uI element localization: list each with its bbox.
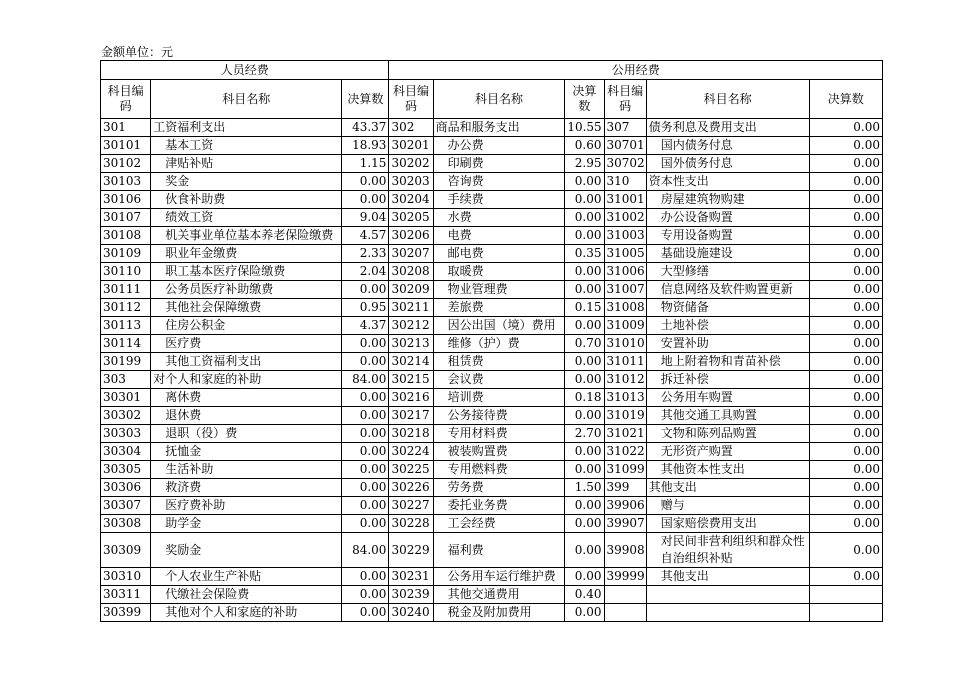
subject-code-cell: 31001 <box>604 191 646 209</box>
amount-cell: 0.00 <box>565 281 604 299</box>
subject-name-cell: 退休费 <box>151 407 342 425</box>
subject-name-cell: 会议费 <box>433 371 565 389</box>
table-row <box>101 461 883 479</box>
amount-cell: 0.00 <box>809 281 882 299</box>
subject-code-cell: 30110 <box>101 263 151 281</box>
subject-name-cell: 无形资产购置 <box>646 443 809 461</box>
subject-code-cell: 30203 <box>389 173 433 191</box>
table-row <box>101 479 883 497</box>
subject-name-cell: 其他社会保障缴费 <box>151 299 342 317</box>
subject-code-cell: 307 <box>604 119 646 137</box>
subject-name-cell: 劳务费 <box>433 479 565 497</box>
subject-code-cell: 31022 <box>604 443 646 461</box>
subject-code-cell: 399 <box>604 479 646 497</box>
subject-name-cell: 文物和陈列品购置 <box>646 425 809 443</box>
amount-cell: 0.70 <box>565 335 604 353</box>
table-row <box>101 568 883 586</box>
amount-header: 决算数 <box>565 80 604 119</box>
subject-code-cell: 301 <box>101 119 151 137</box>
amount-cell: 0.00 <box>565 568 604 586</box>
amount-cell: 0.00 <box>342 389 389 407</box>
amount-cell: 0.00 <box>565 461 604 479</box>
table-row <box>101 586 883 604</box>
subject-name-cell: 信息网络及软件购置更新 <box>646 281 809 299</box>
subject-code-cell: 30308 <box>101 515 151 533</box>
subject-code-cell: 30306 <box>101 479 151 497</box>
amount-cell: 2.95 <box>565 155 604 173</box>
subject-name-cell: 拆迁补偿 <box>646 371 809 389</box>
amount-cell: 0.00 <box>342 425 389 443</box>
subject-code-cell: 39907 <box>604 515 646 533</box>
table-row <box>101 407 883 425</box>
subject-code-cell: 30239 <box>389 586 433 604</box>
subject-name-cell: 取暖费 <box>433 263 565 281</box>
subject-name-cell: 对民间非营利组织和群众性自治组织补贴 <box>646 533 809 568</box>
amount-cell: 0.00 <box>342 568 389 586</box>
subject-name-cell: 离休费 <box>151 389 342 407</box>
subject-name-cell: 其他交通费用 <box>433 586 565 604</box>
subject-code-cell: 30307 <box>101 497 151 515</box>
subject-name-cell: 被装购置费 <box>433 443 565 461</box>
subject-name-cell: 基础设施建设 <box>646 245 809 263</box>
amount-cell: 18.93 <box>342 137 389 155</box>
subject-code-cell: 30201 <box>389 137 433 155</box>
subject-name-cell: 咨询费 <box>433 173 565 191</box>
subject-name-cell: 代缴社会保险费 <box>151 586 342 604</box>
name-header: 科目名称 <box>646 80 809 119</box>
amount-cell: 0.00 <box>809 353 882 371</box>
subject-code-cell: 30114 <box>101 335 151 353</box>
table-body <box>101 119 883 622</box>
subject-name-cell: 退职（役）费 <box>151 425 342 443</box>
subject-name-cell: 专用设备购置 <box>646 227 809 245</box>
amount-cell: 0.00 <box>342 461 389 479</box>
amount-cell: 0.00 <box>809 299 882 317</box>
amount-cell: 0.00 <box>809 389 882 407</box>
subject-code-cell: 30218 <box>389 425 433 443</box>
subject-name-cell: 国外债务付息 <box>646 155 809 173</box>
amount-cell: 0.00 <box>809 497 882 515</box>
amount-cell: 4.57 <box>342 227 389 245</box>
subject-code-cell: 30111 <box>101 281 151 299</box>
subject-code-cell: 30213 <box>389 335 433 353</box>
amount-cell: 0.00 <box>809 317 882 335</box>
subject-code-cell: 31013 <box>604 389 646 407</box>
amount-cell: 0.35 <box>565 245 604 263</box>
subject-name-cell: 水费 <box>433 209 565 227</box>
subject-code-cell: 30304 <box>101 443 151 461</box>
table-row <box>101 299 883 317</box>
table-row <box>101 263 883 281</box>
amount-header: 决算数 <box>809 80 882 119</box>
amount-header: 决算数 <box>342 80 389 119</box>
subject-name-cell: 公务用车购置 <box>646 389 809 407</box>
amount-cell: 2.70 <box>565 425 604 443</box>
amount-cell: 0.00 <box>565 263 604 281</box>
subject-name-cell: 国家赔偿费用支出 <box>646 515 809 533</box>
subject-name-cell: 印刷费 <box>433 155 565 173</box>
amount-cell: 0.60 <box>565 137 604 155</box>
amount-unit-label: 金额单位：元 <box>101 45 174 59</box>
subject-name-cell: 奖金 <box>151 173 342 191</box>
subject-code-cell: 30204 <box>389 191 433 209</box>
subject-name-cell: 因公出国（境）费用 <box>433 317 565 335</box>
subject-code-cell: 30226 <box>389 479 433 497</box>
subject-name-cell: 机关事业单位基本养老保险缴费 <box>151 227 342 245</box>
amount-cell: 43.37 <box>342 119 389 137</box>
amount-cell: 0.40 <box>565 586 604 604</box>
subject-code-cell: 39906 <box>604 497 646 515</box>
subject-code-cell: 30216 <box>389 389 433 407</box>
table-row <box>101 604 883 622</box>
subject-name-cell: 债务利息及费用支出 <box>646 119 809 137</box>
table-row <box>101 209 883 227</box>
subject-code-cell: 31006 <box>604 263 646 281</box>
subject-code-cell: 30205 <box>389 209 433 227</box>
amount-cell: 0.00 <box>809 209 882 227</box>
subject-code-cell: 30106 <box>101 191 151 209</box>
subject-name-cell <box>646 586 809 604</box>
subject-name-cell: 税金及附加费用 <box>433 604 565 622</box>
table-row <box>101 389 883 407</box>
amount-cell: 0.00 <box>809 245 882 263</box>
subject-name-cell: 助学金 <box>151 515 342 533</box>
subject-code-cell: 30399 <box>101 604 151 622</box>
subject-code-cell: 31007 <box>604 281 646 299</box>
subject-name-cell: 商品和服务支出 <box>433 119 565 137</box>
subject-code-cell: 30212 <box>389 317 433 335</box>
amount-cell: 0.00 <box>565 604 604 622</box>
amount-cell: 0.00 <box>565 353 604 371</box>
amount-cell: 84.00 <box>342 371 389 389</box>
amount-cell: 0.00 <box>342 281 389 299</box>
amount-cell: 0.00 <box>809 371 882 389</box>
subject-name-cell: 地上附着物和青苗补偿 <box>646 353 809 371</box>
table-row <box>101 335 883 353</box>
amount-cell <box>809 604 882 622</box>
amount-cell: 0.00 <box>809 191 882 209</box>
subject-name-cell: 差旅费 <box>433 299 565 317</box>
subject-name-cell: 其他支出 <box>646 568 809 586</box>
subject-name-cell: 邮电费 <box>433 245 565 263</box>
amount-cell: 0.00 <box>565 209 604 227</box>
subject-code-cell: 30309 <box>101 533 151 568</box>
subject-code-cell: 30217 <box>389 407 433 425</box>
subject-name-cell: 房屋建筑物购建 <box>646 191 809 209</box>
amount-cell: 0.00 <box>342 515 389 533</box>
table-row <box>101 425 883 443</box>
amount-cell: 0.00 <box>342 604 389 622</box>
table-row <box>101 371 883 389</box>
subject-code-cell: 30227 <box>389 497 433 515</box>
subject-code-cell: 30207 <box>389 245 433 263</box>
subject-name-cell: 基本工资 <box>151 137 342 155</box>
subject-code-cell: 30701 <box>604 137 646 155</box>
subject-name-cell: 工会经费 <box>433 515 565 533</box>
amount-cell: 0.00 <box>809 137 882 155</box>
subject-name-cell: 公务员医疗补助缴费 <box>151 281 342 299</box>
subject-name-cell: 公务用车运行维护费 <box>433 568 565 586</box>
amount-cell: 0.00 <box>809 263 882 281</box>
amount-cell: 10.55 <box>565 119 604 137</box>
subject-name-cell: 办公设备购置 <box>646 209 809 227</box>
subject-code-cell: 30225 <box>389 461 433 479</box>
subject-code-cell: 30228 <box>389 515 433 533</box>
subject-name-cell: 赠与 <box>646 497 809 515</box>
subject-name-cell: 委托业务费 <box>433 497 565 515</box>
subject-name-cell: 资本性支出 <box>646 173 809 191</box>
subject-name-cell: 住房公积金 <box>151 317 342 335</box>
subject-code-cell: 30209 <box>389 281 433 299</box>
subject-code-cell: 30310 <box>101 568 151 586</box>
subject-name-cell: 其他交通工具购置 <box>646 407 809 425</box>
subject-name-cell: 福利费 <box>433 533 565 568</box>
amount-cell: 0.00 <box>342 335 389 353</box>
subject-name-cell: 绩效工资 <box>151 209 342 227</box>
subject-name-cell: 土地补偿 <box>646 317 809 335</box>
subject-code-cell: 30214 <box>389 353 433 371</box>
amount-cell: 0.00 <box>565 497 604 515</box>
subject-name-cell: 伙食补助费 <box>151 191 342 209</box>
subject-code-cell: 30108 <box>101 227 151 245</box>
table-row <box>101 245 883 263</box>
amount-cell: 0.00 <box>565 407 604 425</box>
subject-name-cell: 津贴补贴 <box>151 155 342 173</box>
amount-cell: 0.00 <box>809 335 882 353</box>
table-row <box>101 155 883 173</box>
table-row <box>101 497 883 515</box>
subject-name-cell: 医疗费补助 <box>151 497 342 515</box>
table-row <box>101 317 883 335</box>
subject-code-cell: 302 <box>389 119 433 137</box>
subject-name-cell: 其他工资福利支出 <box>151 353 342 371</box>
subject-code-cell: 30113 <box>101 317 151 335</box>
table-row <box>101 191 883 209</box>
subject-code-cell: 310 <box>604 173 646 191</box>
subject-name-cell: 维修（护）费 <box>433 335 565 353</box>
table-row <box>101 119 883 137</box>
subject-code-cell: 30109 <box>101 245 151 263</box>
amount-cell: 0.00 <box>565 533 604 568</box>
subject-name-cell <box>646 604 809 622</box>
amount-cell: 0.15 <box>565 299 604 317</box>
subject-code-cell: 30202 <box>389 155 433 173</box>
subject-code-cell: 30231 <box>389 568 433 586</box>
subject-code-cell: 39999 <box>604 568 646 586</box>
subject-name-cell: 物业管理费 <box>433 281 565 299</box>
amount-cell: 0.00 <box>342 353 389 371</box>
amount-cell: 2.04 <box>342 263 389 281</box>
subject-code-cell: 30102 <box>101 155 151 173</box>
subject-name-cell: 安置补助 <box>646 335 809 353</box>
table-row <box>101 281 883 299</box>
amount-cell: 0.00 <box>342 497 389 515</box>
subject-code-cell: 31021 <box>604 425 646 443</box>
name-header: 科目名称 <box>151 80 342 119</box>
amount-cell: 0.00 <box>809 119 882 137</box>
subject-name-cell: 其他支出 <box>646 479 809 497</box>
amount-cell: 0.00 <box>342 586 389 604</box>
subject-code-cell: 30103 <box>101 173 151 191</box>
amount-cell: 0.00 <box>809 407 882 425</box>
subject-code-cell: 30224 <box>389 443 433 461</box>
amount-cell: 1.50 <box>565 479 604 497</box>
amount-cell: 0.00 <box>809 479 882 497</box>
subject-code-cell: 30229 <box>389 533 433 568</box>
subject-name-cell: 专用燃料费 <box>433 461 565 479</box>
personnel-header: 人员经费 <box>101 61 389 80</box>
table-row <box>101 227 883 245</box>
subject-code-cell: 30208 <box>389 263 433 281</box>
subject-code-cell <box>604 586 646 604</box>
amount-cell: 0.00 <box>809 425 882 443</box>
subject-code-cell: 303 <box>101 371 151 389</box>
amount-cell: 2.33 <box>342 245 389 263</box>
subject-code-cell: 31005 <box>604 245 646 263</box>
subject-name-cell: 租赁费 <box>433 353 565 371</box>
subject-name-cell: 职业年金缴费 <box>151 245 342 263</box>
table-row <box>101 173 883 191</box>
subject-code-cell: 31008 <box>604 299 646 317</box>
subject-name-cell: 医疗费 <box>151 335 342 353</box>
subject-code-cell <box>604 604 646 622</box>
subject-code-cell: 30702 <box>604 155 646 173</box>
subject-code-cell: 30101 <box>101 137 151 155</box>
subject-name-cell: 公务接待费 <box>433 407 565 425</box>
amount-cell: 0.00 <box>565 443 604 461</box>
amount-cell: 0.00 <box>809 533 882 568</box>
amount-cell: 0.00 <box>809 461 882 479</box>
subject-code-cell: 31010 <box>604 335 646 353</box>
subject-code-cell: 30211 <box>389 299 433 317</box>
subject-code-cell: 31002 <box>604 209 646 227</box>
subject-name-cell: 办公费 <box>433 137 565 155</box>
subject-code-cell: 30215 <box>389 371 433 389</box>
subject-name-cell: 生活补助 <box>151 461 342 479</box>
amount-cell: 0.00 <box>342 479 389 497</box>
table-row <box>101 353 883 371</box>
code-header: 科目编码 <box>389 80 433 119</box>
subject-code-cell: 30112 <box>101 299 151 317</box>
subject-code-cell: 39908 <box>604 533 646 568</box>
amount-cell: 4.37 <box>342 317 389 335</box>
subject-name-cell: 奖励金 <box>151 533 342 568</box>
amount-cell: 0.00 <box>565 515 604 533</box>
subject-code-cell: 31003 <box>604 227 646 245</box>
subject-code-cell: 31099 <box>604 461 646 479</box>
amount-cell: 1.15 <box>342 155 389 173</box>
amount-cell: 0.00 <box>809 173 882 191</box>
subject-name-cell: 大型修缮 <box>646 263 809 281</box>
subject-name-cell: 其他资本性支出 <box>646 461 809 479</box>
subject-name-cell: 国内债务付息 <box>646 137 809 155</box>
subject-name-cell: 电费 <box>433 227 565 245</box>
table-row <box>101 443 883 461</box>
code-header: 科目编码 <box>101 80 151 119</box>
subject-name-cell: 培训费 <box>433 389 565 407</box>
subject-name-cell: 手续费 <box>433 191 565 209</box>
table-row <box>101 533 883 568</box>
subject-name-cell: 专用材料费 <box>433 425 565 443</box>
subject-code-cell: 30311 <box>101 586 151 604</box>
subject-name-cell: 物资储备 <box>646 299 809 317</box>
subject-code-cell: 30302 <box>101 407 151 425</box>
subject-name-cell: 救济费 <box>151 479 342 497</box>
subject-code-cell: 30240 <box>389 604 433 622</box>
amount-cell: 0.00 <box>565 173 604 191</box>
amount-cell: 0.00 <box>565 317 604 335</box>
table-row <box>101 137 883 155</box>
amount-cell: 0.00 <box>809 227 882 245</box>
subject-name-cell: 工资福利支出 <box>151 119 342 137</box>
subject-code-cell: 30303 <box>101 425 151 443</box>
subject-code-cell: 31011 <box>604 353 646 371</box>
subject-code-cell: 31012 <box>604 371 646 389</box>
subject-name-cell: 个人农业生产补贴 <box>151 568 342 586</box>
name-header: 科目名称 <box>433 80 565 119</box>
subject-code-cell: 31009 <box>604 317 646 335</box>
amount-cell: 9.04 <box>342 209 389 227</box>
amount-cell: 0.00 <box>342 407 389 425</box>
public-header: 公用经费 <box>389 61 883 80</box>
subject-code-cell: 30107 <box>101 209 151 227</box>
expenditure-table <box>100 60 883 622</box>
subject-name-cell: 其他对个人和家庭的补助 <box>151 604 342 622</box>
amount-cell: 0.00 <box>342 191 389 209</box>
code-header: 科目编码 <box>604 80 646 119</box>
amount-cell: 84.00 <box>342 533 389 568</box>
subject-code-cell: 30301 <box>101 389 151 407</box>
amount-cell: 0.00 <box>809 155 882 173</box>
amount-cell: 0.00 <box>809 515 882 533</box>
subject-name-cell: 抚恤金 <box>151 443 342 461</box>
amount-cell <box>809 586 882 604</box>
amount-cell: 0.00 <box>809 568 882 586</box>
subject-code-cell: 30199 <box>101 353 151 371</box>
amount-cell: 0.00 <box>565 227 604 245</box>
amount-cell: 0.95 <box>342 299 389 317</box>
subject-code-cell: 30206 <box>389 227 433 245</box>
subject-name-cell: 职工基本医疗保险缴费 <box>151 263 342 281</box>
amount-cell: 0.00 <box>565 191 604 209</box>
amount-cell: 0.00 <box>342 443 389 461</box>
amount-cell: 0.00 <box>342 173 389 191</box>
subject-code-cell: 30305 <box>101 461 151 479</box>
table-row <box>101 515 883 533</box>
subject-name-cell: 对个人和家庭的补助 <box>151 371 342 389</box>
amount-cell: 0.00 <box>809 443 882 461</box>
amount-cell: 0.18 <box>565 389 604 407</box>
amount-cell: 0.00 <box>565 371 604 389</box>
subject-code-cell: 31019 <box>604 407 646 425</box>
